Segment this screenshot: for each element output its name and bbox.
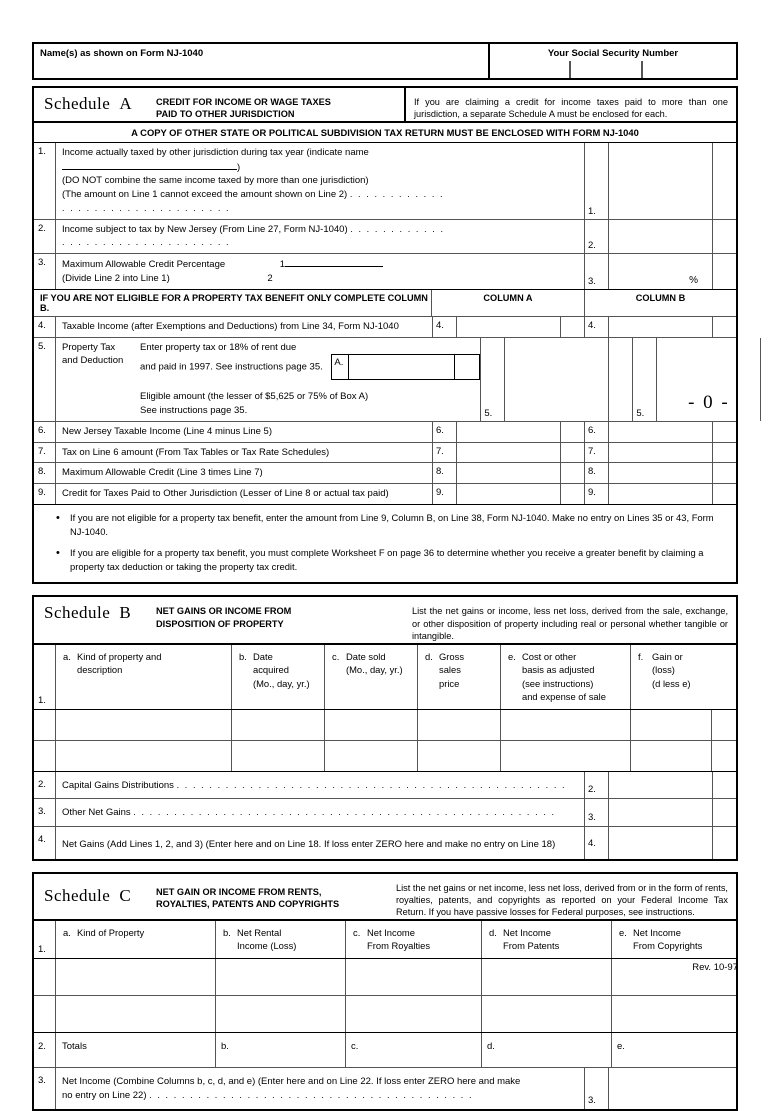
line7-col-b-number: 7. <box>584 443 608 463</box>
schedule-b-col-e-header: e. Cost or other basis as adjusted (see instructions) and expense of sale <box>501 645 631 710</box>
schedule-b-line3-cents[interactable] <box>712 799 736 825</box>
schedule-c-r2-col-e[interactable] <box>612 996 736 1032</box>
schedule-c-note: List the net gains or net income, less net loss, derived from or in the form of rents, royalties, patents, and copyrights as reported on your Federal Income Tax Return. If you have passive losses for Federal purposes, see instructions. <box>396 882 728 918</box>
schedule-c-total-d[interactable]: d. <box>482 1033 612 1067</box>
line6-col-b-number: 6. <box>584 422 608 442</box>
line5-instructions <box>140 341 480 418</box>
schedule-b-r2-col-b[interactable] <box>232 741 325 771</box>
schedule-b-col-b-header: b. Date acquired (Mo., day, yr.) <box>232 645 325 710</box>
line3-text-b: (Divide Line 2 into Line 1) <box>62 272 170 284</box>
schedule-a-line-3 <box>34 254 736 289</box>
schedule-c-line-3 <box>34 1068 736 1109</box>
schedule-c-data-row <box>34 996 736 1033</box>
schedule-b-subtitle-line1: NET GAINS OR INCOME FROM <box>156 606 292 617</box>
schedule-b-r2-cents[interactable] <box>712 741 736 771</box>
schedule-b-block <box>32 595 738 860</box>
schedule-b-r2-col-d[interactable] <box>418 741 501 771</box>
schedule-b-col-a-header: a. Kind of property and description <box>56 645 232 710</box>
schedule-b-line3-amount[interactable] <box>608 799 712 825</box>
schedule-a-name <box>34 88 156 121</box>
schedule-c-data-row <box>34 959 736 996</box>
line9-col-b-input[interactable] <box>608 484 712 504</box>
line6-col-b-cents[interactable] <box>712 422 736 442</box>
line-text <box>56 1068 584 1109</box>
line3-cents-cell <box>712 254 736 289</box>
schedule-a-letter: A <box>119 94 133 113</box>
line4-box-number: 4. <box>584 827 608 859</box>
column-b-header: COLUMN B <box>584 290 736 316</box>
line2-spacer <box>456 220 584 254</box>
line3-fraction-bar <box>285 257 383 267</box>
line1-cents-input[interactable] <box>712 143 736 219</box>
line-number: 2. <box>34 1033 56 1067</box>
line6-col-a-number: 6. <box>432 422 456 442</box>
revision-footer: Rev. 10-97 <box>692 962 738 973</box>
line6-col-a-cents[interactable] <box>560 422 584 442</box>
schedule-c-row-gutter <box>34 959 56 995</box>
line2-text: Income subject to tax by New Jersey (From Line 27, Form NJ-1040) <box>62 223 348 235</box>
line7-col-a-number: 7. <box>432 443 456 463</box>
schedule-c-totals-label: Totals <box>56 1033 216 1067</box>
schedule-b-data-row <box>34 710 736 741</box>
line-text: Maximum Allowable Credit (Line 3 times Line 7) <box>62 467 263 479</box>
line6-col-a-input[interactable] <box>456 422 560 442</box>
line-number: 2. <box>34 220 56 254</box>
line-number: 7. <box>34 443 56 463</box>
schedule-c-column-headers <box>34 919 736 959</box>
schedule-c-subtitle-line2: ROYALTIES, PATENTS AND COPYRIGHTS <box>156 898 340 909</box>
line-number: 1. <box>34 143 56 219</box>
line1-text-c: (The amount on Line 1 cannot exceed the amount shown on Line 2) <box>62 189 348 201</box>
line4-col-a-number: 4. <box>432 317 456 337</box>
schedule-a-word: Schedule <box>44 94 111 113</box>
line8-col-a-number: 8. <box>432 463 456 483</box>
box-a-group <box>331 354 480 380</box>
box-a-cents-input[interactable] <box>455 355 479 379</box>
leader-dots: . . . . . . . . . . . . . . . . . . . . . . . . . . . . . . . . . . . . . . . . . . . . . . . . <box>176 780 567 791</box>
line5-text-line2: and paid in 1997. See instructions page 35. <box>140 361 323 373</box>
form-header-band <box>32 42 738 80</box>
line9-col-a-number: 9. <box>432 484 456 504</box>
schedule-c-r1-col-b[interactable] <box>216 959 346 995</box>
line-number: 3. <box>34 254 56 289</box>
schedule-b-row-gutter <box>34 710 56 740</box>
line-number: 8. <box>34 463 56 483</box>
leader-dots: . . . . . . . . . . . . . . . . . . . . . . . . . . . . . . . . . <box>62 189 445 213</box>
schedule-b-r2-col-c[interactable] <box>325 741 418 771</box>
line8-col-a-cents[interactable] <box>560 463 584 483</box>
schedule-b-r1-cents[interactable] <box>712 710 736 740</box>
line4-col-b-cents[interactable] <box>712 317 736 337</box>
line3-text-line2: no entry on Line 22) <box>62 1090 147 1102</box>
schedule-b-col-f-header: f. Gain or (loss) (d less e) <box>638 650 691 689</box>
line1-spacer <box>456 143 584 219</box>
schedule-b-line4-cents[interactable] <box>712 827 736 859</box>
leader-dots: . . . . . . . . . . . . . . . . . . . . . . . . . . . . . . . . . <box>62 223 445 248</box>
schedule-b-r1-col-e[interactable] <box>501 710 631 740</box>
schedule-a-subtitle-line2: PAID TO OTHER JURISDICTION <box>156 109 295 120</box>
line9-col-b-cents[interactable] <box>712 484 736 504</box>
schedule-a-block <box>32 86 738 584</box>
line5-label-line2: and Deduction <box>62 355 124 367</box>
schedule-c-line3-amount[interactable] <box>608 1068 712 1109</box>
line-number: 4. <box>34 827 56 859</box>
schedule-c-row-number: 1. <box>34 921 56 958</box>
schedule-b-line2-cents[interactable] <box>712 772 736 798</box>
schedule-c-line-2 <box>34 1033 736 1068</box>
line3-box-number: 3. <box>584 799 608 825</box>
line7-col-b-input[interactable] <box>608 443 712 463</box>
schedule-c-r2-col-b[interactable] <box>216 996 346 1032</box>
ssn-field[interactable] <box>490 44 736 78</box>
schedule-a-column-header <box>34 289 736 317</box>
schedule-b-r2-col-a[interactable] <box>56 741 232 771</box>
line1-paren-close: ) <box>237 161 241 173</box>
line-number: 9. <box>34 484 56 504</box>
schedule-c-r1-col-a[interactable] <box>56 959 216 995</box>
schedule-b-row-gutter <box>34 741 56 771</box>
percent-symbol: % <box>689 274 698 286</box>
line4-col-b-input[interactable] <box>608 317 712 337</box>
line-number: 6. <box>34 422 56 442</box>
schedule-b-subtitle <box>156 597 404 642</box>
line-text: Taxable Income (after Exemptions and Deductions) from Line 34, Form NJ-1040 <box>62 320 399 332</box>
schedule-c-r2-col-d[interactable] <box>482 996 612 1032</box>
schedule-b-r1-col-b[interactable] <box>232 710 325 740</box>
line-text: Credit for Taxes Paid to Other Jurisdiction (Lesser of Line 8 or actual tax paid) <box>62 488 389 500</box>
line1-amount-input[interactable] <box>608 143 712 219</box>
schedule-b-line-2 <box>34 772 736 798</box>
line3-spacer <box>456 254 584 289</box>
ssn-label: Your Social Security Number <box>547 48 679 59</box>
schedule-a-note: If you are claiming a credit for income taxes paid to more than one jurisdiction, a separate Schedule A must be enclosed for each. <box>404 88 736 121</box>
schedule-b-word: Schedule <box>44 603 111 623</box>
schedule-c-col-e-header: e. Net Income From Copyrights <box>619 926 703 952</box>
schedule-b-name <box>34 597 156 642</box>
ssn-divider-1 <box>569 61 571 78</box>
line1-text-b: (DO NOT combine the same income taxed by more than one jurisdiction) <box>62 175 369 187</box>
schedule-c-subtitle-line1: NET GAIN OR INCOME FROM RENTS, <box>156 886 322 897</box>
line5-text-line3: Eligible amount (the lesser of $5,625 or 75% of Box A) <box>140 391 369 403</box>
jurisdiction-name-input[interactable] <box>62 160 237 170</box>
line5-text-line1: Enter property tax or 18% of rent due <box>140 341 297 353</box>
schedule-c-block <box>32 872 738 1111</box>
taxpayer-name-field[interactable] <box>34 44 490 78</box>
line3-text-a: Maximum Allowable Credit Percentage <box>62 259 226 271</box>
schedule-b-r2-col-f[interactable] <box>631 741 712 771</box>
schedule-b-line-4 <box>34 826 736 859</box>
line-text: Net Gains (Add Lines 1, 2, and 3) (Enter here and on Line 18. If loss enter ZERO here and make no entry on Line 18) <box>62 838 556 850</box>
schedule-c-col-b-header: b. Net Rental Income (Loss) <box>216 921 346 958</box>
schedule-b-column-headers <box>34 643 736 711</box>
line5-label-line1: Property Tax <box>62 341 116 353</box>
schedule-b-r1-col-f[interactable] <box>631 710 712 740</box>
line9-col-a-cents[interactable] <box>560 484 584 504</box>
schedule-b-data-row <box>34 741 736 772</box>
schedule-c-row-gutter <box>34 996 56 1032</box>
line8-col-b-cents[interactable] <box>712 463 736 483</box>
line-number: 3. <box>34 1068 56 1109</box>
schedule-c-word: Schedule <box>44 885 111 905</box>
line4-col-b-number: 4. <box>584 317 608 337</box>
line-text <box>56 254 456 289</box>
line-text: Other Net Gains . . . . . . . . . . . . . . . . . . . . . . . . . . . . . . . . . . . . . . . . . . . . . . . . . . . . <box>62 807 556 819</box>
schedule-b-line2-amount[interactable] <box>608 772 712 798</box>
eligibility-note: IF YOU ARE NOT ELIGIBLE FOR A PROPERTY TAX BENEFIT ONLY COMPLETE COLUMN B. <box>34 290 432 316</box>
line7-col-a-input[interactable] <box>456 443 560 463</box>
schedule-b-line4-amount[interactable] <box>608 827 712 859</box>
schedule-b-letter: B <box>119 603 132 623</box>
line-text: Tax on Line 6 amount (From Tax Tables or Tax Rate Schedules) <box>62 446 330 458</box>
line2-box-number: 2. <box>584 220 608 254</box>
line5-col-a-number: 5. <box>480 338 504 421</box>
line-number: 4. <box>34 317 56 337</box>
schedule-a-line-2 <box>34 220 736 255</box>
schedule-c-r2-col-c[interactable] <box>346 996 482 1032</box>
schedule-a-line-4 <box>34 317 736 338</box>
schedule-b-r1-col-d[interactable] <box>418 710 501 740</box>
schedule-a-subtitle <box>156 88 404 121</box>
taxpayer-name-label: Name(s) as shown on Form NJ-1040 <box>40 48 204 59</box>
box-a-amount-input[interactable] <box>349 355 455 379</box>
line5-body <box>56 338 480 421</box>
schedule-b-row-number: 1. <box>34 645 56 710</box>
schedule-c-col-c-header: c. Net Income From Royalties <box>346 921 482 958</box>
schedule-b-col-d-header: d. Gross sales price <box>418 645 501 710</box>
schedule-c-r1-col-c[interactable] <box>346 959 482 995</box>
line5-col-b-cents[interactable] <box>760 338 770 421</box>
line5-col-a-cents[interactable] <box>608 338 632 421</box>
line2-amount-input[interactable] <box>608 220 712 254</box>
line2-cents-input[interactable] <box>712 220 736 254</box>
schedule-c-title-bar <box>34 874 736 919</box>
leader-dots: . . . . . . . . . . . . . . . . . . . . . . . . . . . . . . . . . . . . . . . . <box>149 1090 474 1101</box>
line-text: Capital Gains Distributions . . . . . . . . . . . . . . . . . . . . . . . . . . . . . . . . . . . . . . . . . . . . . . . . <box>62 780 567 792</box>
schedule-c-total-c[interactable]: c. <box>346 1033 482 1067</box>
schedule-a-line-6 <box>34 422 736 443</box>
line-text <box>56 220 456 254</box>
schedule-c-letter: C <box>119 885 132 905</box>
line3-box-number: 3. <box>584 254 608 289</box>
line-number: 3. <box>34 799 56 825</box>
line3-numerator: 1 <box>279 259 286 271</box>
schedule-c-col-a-header: a. Kind of Property <box>56 921 216 958</box>
schedule-c-line3-cents[interactable] <box>712 1068 736 1109</box>
schedule-c-r1-col-d[interactable] <box>482 959 612 995</box>
schedule-a-line-1 <box>34 143 736 220</box>
schedule-b-r1-col-a[interactable] <box>56 710 232 740</box>
line5-col-b-value: - 0 - <box>688 391 730 413</box>
line8-col-a-input[interactable] <box>456 463 560 483</box>
schedule-a-subtitle-line1: CREDIT FOR INCOME OR WAGE TAXES <box>156 97 331 107</box>
line5-col-b-number: 5. <box>632 338 656 421</box>
line7-col-a-cents[interactable] <box>560 443 584 463</box>
line3-denominator: 2 <box>267 272 273 284</box>
schedule-a-line-9 <box>34 484 736 504</box>
line1-box-number: 1. <box>584 143 608 219</box>
schedule-a-bullet-1: • If you are not eligible for a property tax benefit, enter the amount from Line 9, Column B, on Line 38, Form NJ-1040. Make no entry on Lines 35 or 43, Form NJ-1040. <box>56 511 722 539</box>
line-text <box>56 143 456 219</box>
line-text: New Jersey Taxable Income (Line 4 minus Line 5) <box>62 425 272 437</box>
schedule-a-banner: A COPY OF OTHER STATE OR POLITICAL SUBDIVISION TAX RETURN MUST BE ENCLOSED WITH FORM NJ-1040 <box>34 121 736 143</box>
schedule-a-bullets <box>34 504 736 582</box>
schedule-a-title-bar <box>34 88 736 121</box>
schedule-b-note: List the net gains or income, less net loss, derived from the sale, exchange, or other disposition of property including real or personal whether tangible or intangible. <box>412 606 728 642</box>
line9-col-b-number: 9. <box>584 484 608 504</box>
leader-dots: . . . . . . . . . . . . . . . . . . . . . . . . . . . . . . . . . . . . . . . . . . . . . . . . . . . . <box>133 807 556 818</box>
schedule-c-subtitle <box>156 874 388 919</box>
schedule-c-total-e[interactable]: e. <box>617 1041 625 1053</box>
line8-col-b-number: 8. <box>584 463 608 483</box>
schedule-c-r2-col-a[interactable] <box>56 996 216 1032</box>
line-number: 2. <box>34 772 56 798</box>
line9-col-a-input[interactable] <box>456 484 560 504</box>
box-a-letter: A. <box>332 355 349 379</box>
schedule-b-r2-col-e[interactable] <box>501 741 631 771</box>
line5-col-a-input[interactable] <box>504 338 608 421</box>
ssn-divider-2 <box>641 61 643 78</box>
line5-col-b-input[interactable] <box>656 338 760 421</box>
line7-col-b-cents[interactable] <box>712 443 736 463</box>
line2-box-number: 2. <box>584 772 608 798</box>
schedule-b-col-c-header: c. Date sold (Mo., day, yr.) <box>325 645 418 710</box>
line1-text-a: Income actually taxed by other jurisdiction during tax year (indicate name <box>62 146 369 158</box>
line6-col-b-input[interactable] <box>608 422 712 442</box>
column-a-header: COLUMN A <box>483 292 533 303</box>
schedule-a-line-8 <box>34 463 736 484</box>
line5-label <box>62 341 140 418</box>
schedule-c-col-d-header: d. Net Income From Patents <box>482 921 612 958</box>
schedule-c-total-b[interactable]: b. <box>216 1033 346 1067</box>
line3-box-number: 3. <box>584 1068 608 1109</box>
schedule-b-r1-col-c[interactable] <box>325 710 418 740</box>
line8-col-b-input[interactable] <box>608 463 712 483</box>
line4-col-a-cents[interactable] <box>560 317 584 337</box>
line3-percent-input[interactable] <box>608 254 712 289</box>
schedule-a-line-5 <box>34 338 736 422</box>
line4-col-a-input[interactable] <box>456 317 560 337</box>
schedule-b-title-bar <box>34 597 736 642</box>
schedule-b-subtitle-line2: DISPOSITION OF PROPERTY <box>156 618 284 629</box>
schedule-a-line-7 <box>34 443 736 464</box>
line5-text-line4: See instructions page 35. <box>140 405 248 417</box>
line-number: 5. <box>34 338 56 421</box>
schedule-c-name <box>34 874 156 919</box>
schedule-a-bullet-2: • If you are eligible for a property tax benefit, you must complete Worksheet F on page 36 to determine whether you receive a greater benefit by claiming a property tax deduction or taking the property tax credit. <box>56 546 722 574</box>
line3-text-line1: Net Income (Combine Columns b, c, d, and e) (Enter here and on Line 22. If loss enter ZERO here and make <box>62 1076 521 1088</box>
schedule-b-line-3 <box>34 798 736 825</box>
